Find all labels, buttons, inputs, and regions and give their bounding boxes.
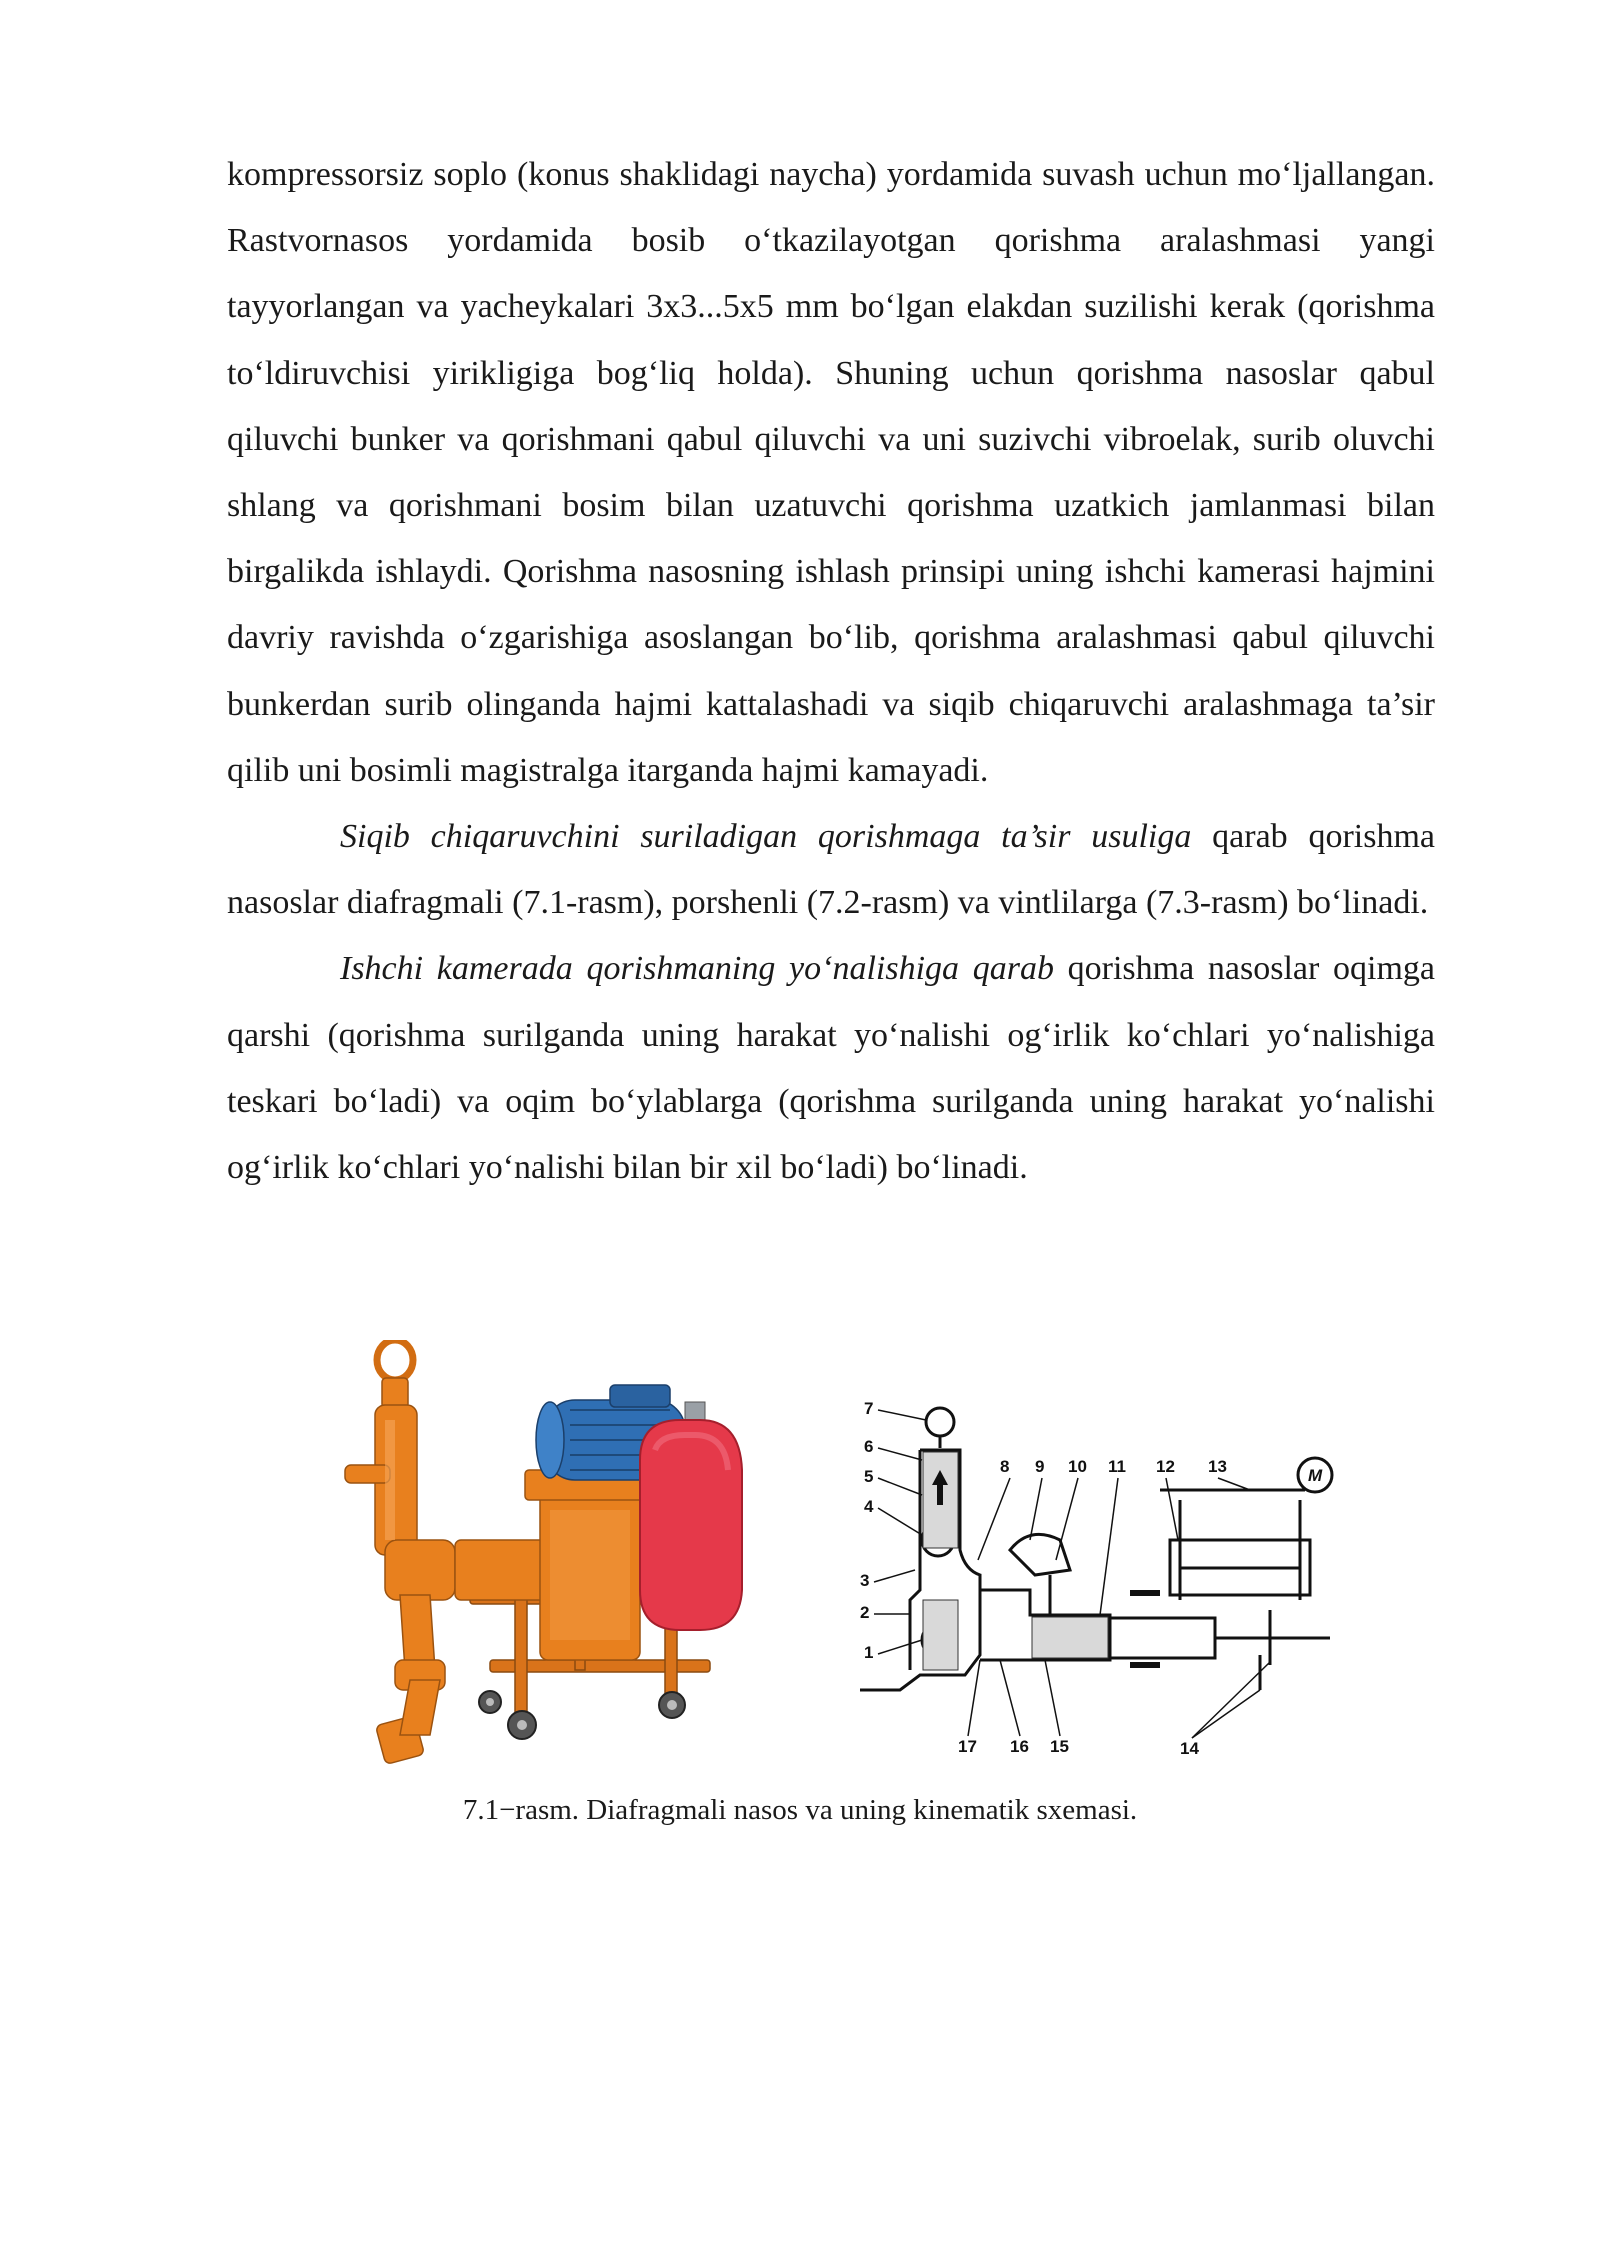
body-text: [227, 142, 1435, 1201]
label-6: 6: [864, 1437, 874, 1456]
paragraph-1: kompressorsiz soplo (konus shaklidagi naycha) yordamida suvash uchun mo‘ljallangan. Rastvornasos yordamida bosib o‘tkazilayotgan qorishma aralashmasi yangi tayyorlangan va yacheykalari 3x3...5x5 mm bo‘lgan elakdan suzilishi kerak (qorishma to‘ldiruvchisi yirikligiga bog‘liq holda). Shuning uchun qorishma nasoslar qabul qiluvchi bunker va qorishmani qabul qiluvchi va uni suzivchi vibroelak, surib oluvchi shlang va qorishmani bosim bilan uzatuvchi qorishma uzatkich jamlanmasi bilan birgalikda ishlaydi. Qorishma nasosning ishlash prinsipi uning ishchi kamerasi hajmini davriy ravishda o‘zgarishiga asoslangan bo‘lib, qorishma aralashmasi qabul qiluvchi bunkerdan surib olinganda hajmi kattalashadi va siqib chiqaruvchi aralashmaga ta’sir qilib uni bosimli magistralga itarganda hajmi kamayadi.: [227, 156, 1435, 789]
label-7: 7: [864, 1400, 874, 1418]
label-13: 13: [1208, 1457, 1227, 1476]
label-4: 4: [864, 1497, 874, 1516]
label-12: 12: [1156, 1457, 1175, 1476]
figure-7-1: [340, 1340, 1360, 1790]
label-8: 8: [1000, 1457, 1010, 1476]
label-17: 17: [958, 1737, 977, 1756]
label-9: 9: [1035, 1457, 1045, 1476]
label-11: 11: [1108, 1457, 1126, 1476]
label-10: 10: [1068, 1457, 1087, 1476]
label-14: 14: [1180, 1739, 1199, 1758]
label-16: 16: [1010, 1737, 1029, 1756]
paragraph-3-rest: qorishma nasoslar oqimga qarshi (qorishma surilganda uning harakat yo‘nalishi og‘irlik ko‘chlari yo‘nalishiga teskari bo‘ladi) va oqim bo‘ylablarga (qorishma surilganda uning harakat yo‘nalishi og‘irlik ko‘chlari yo‘nalishi bilan bir xil bo‘ladi) bo‘linadi.: [227, 950, 1435, 1187]
label-5: 5: [864, 1467, 874, 1486]
label-2: 2: [860, 1603, 870, 1622]
motor-label: M: [1308, 1466, 1323, 1485]
paragraph-2: [227, 804, 1435, 936]
paragraph-3-italic: Ishchi kamerada qorishmaning yo‘nalishiga qarab: [340, 950, 1054, 988]
diaphragm-pump-photo: [340, 1340, 750, 1790]
paragraph-2-rest: qarab qorishma nasoslar diafragmali (7.1-rasm), porshenli (7.2-rasm) va vintlilarga (7.3-rasm) bo‘linadi.: [227, 818, 1435, 922]
label-3: 3: [860, 1571, 870, 1590]
figure-caption: 7.1−rasm. Diafragmali nasos va uning kinematik sxemasi.: [462, 1794, 1138, 1826]
label-15: 15: [1050, 1737, 1069, 1756]
label-1: 1: [864, 1643, 874, 1662]
paragraph-2-italic: Siqib chiqaruvchini suriladigan qorishmaga ta’sir usuliga: [340, 818, 1192, 856]
kinematic-schema: [860, 1400, 1350, 1780]
paragraph-3: [227, 936, 1435, 1201]
